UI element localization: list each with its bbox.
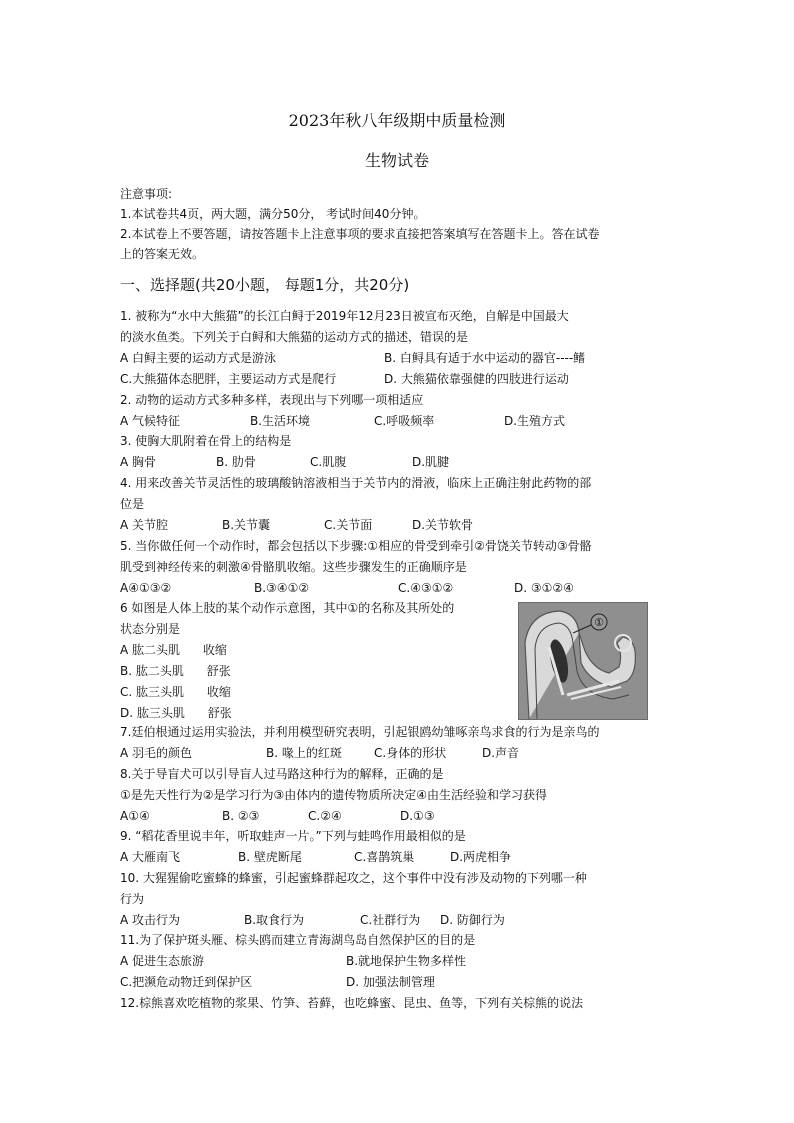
question-stem: 3. 使胸大肌附着在骨上的结构是 [120,434,292,448]
question-1 [120,306,680,390]
option-d: D. 加强法制管理 [346,975,435,989]
option-b: B. 肋骨 [216,455,256,469]
question-stem: ①是先天性行为②是学习行为③由体内的遗传物质所决定④由生活经验和学习获得 [120,788,548,802]
option-c: C. 肱三头肌 收缩 [120,685,231,699]
question-11 [120,930,680,993]
question-9 [120,826,680,868]
question-stem: 状态分别是 [120,622,181,636]
option-b: B.关节囊 [222,518,271,532]
option-b: B.就地保护生物多样性 [346,954,467,968]
question-4 [120,473,680,536]
option-c: C.身体的形状 [374,746,447,760]
exam-title: 2023年秋八年级期中质量检测 [288,111,506,130]
option-c: C.喜鹊筑巢 [354,850,415,864]
question-12 [120,993,680,1014]
question-7 [120,722,680,764]
exam-subtitle: 生物试卷 [364,151,429,170]
option-b: B. 白鲟具有适于水中运动的器官----鳍 [384,351,586,365]
question-stem: 2. 动物的运动方式多种多样，表现出与下列哪一项相适应 [120,393,424,407]
option-b: B. 壁虎断尾 [238,850,302,864]
option-a: A④①③② [120,581,172,595]
question-stem: 5. 当你做任何一个动作时，都会包括以下步骤:①相应的骨受到牵引②骨饶关节转动③骨骼 [120,539,592,553]
option-b: B. 肱二头肌 舒张 [120,664,231,678]
option-c: C.肌腹 [310,455,347,469]
question-stem: 6 如图是人体上肢的某个动作示意图，其中①的名称及其所处的 [120,601,455,615]
option-d: D. 防御行为 [440,913,505,927]
question-stem: 行为 [120,892,145,906]
option-c: C.把濒危动物迁到保护区 [120,975,253,989]
option-a: A 白鲟主要的运动方式是游泳 [120,351,277,365]
option-b: B.③④①② [254,581,310,595]
notes-item: 上的答案无效。 [120,247,205,261]
option-c: C.②④ [308,809,342,823]
option-a: A 关节腔 [120,518,169,532]
callout-label: ① [594,616,604,629]
question-10 [120,868,680,931]
question-stem: 位是 [120,497,145,511]
option-a: A 攻击行为 [120,913,181,927]
option-a: A 促进生态旅游 [120,954,205,968]
option-d: D.两虎相争 [450,850,512,864]
option-a: A 大雁南飞 [120,850,181,864]
option-a: A 羽毛的颜色 [120,746,193,760]
notes-item: 2.本试卷上不要答题，请按答题卡上注意事项的要求直接把答案填写在答题卡上。答在试卷 [120,227,600,241]
option-b: B. ②③ [222,809,260,823]
question-stem: 的淡水鱼类。下列关于白鲟和大熊猫的运动方式的描述，错误的是 [120,330,469,344]
option-d: D.声音 [482,746,520,760]
question-stem: 9. “稻花香里说丰年，听取蛙声一片。”下列与蛙鸣作用最相似的是 [120,829,466,843]
option-d: D. ③①②④ [514,581,574,595]
notes-item: 1.本试卷共4页，两大题，满分50分， 考试时间40分钟。 [120,207,426,221]
question-stem: 8.关于导盲犬可以引导盲人过马路这种行为的解释，正确的是 [120,767,444,781]
option-d: D. 肱三头肌 舒张 [120,706,232,720]
option-b: B.生活环境 [250,414,311,428]
question-2 [120,390,680,432]
question-8 [120,764,680,827]
option-b: B.取食行为 [244,913,305,927]
option-d: D.生殖方式 [504,414,566,428]
question-stem: 4. 用来改善关节灵活性的玻璃酸钠溶液相当于关节内的滑液，临床上正确注射此药物的部 [120,476,592,490]
question-stem: 12.棕熊喜欢吃植物的浆果、竹笋、苔藓，也吃蜂蜜、昆虫、鱼等，下列有关棕熊的说法 [120,996,584,1010]
section-heading: 一、选择题(共20小题， 每题1分，共20分) [120,276,410,294]
question-stem: 7.廷伯根通过运用实验法，并利用模型研究表明，引起银鸥幼雏啄亲鸟求食的行为是亲鸟的 [120,725,600,739]
option-d: D.关节软骨 [412,518,474,532]
option-a: A 气候特征 [120,414,181,428]
option-d: D. 大熊猫依靠强健的四肢进行运动 [384,372,569,386]
option-c: C.关节面 [324,518,373,532]
option-c: C.社群行为 [360,913,421,927]
option-b: B. 喙上的红斑 [266,746,342,760]
option-d: D.①③ [400,809,435,823]
option-c: C.④③①② [398,581,454,595]
question-3 [120,431,680,473]
option-c: C.大熊猫体态肥胖，主要运动方式是爬行 [120,372,337,386]
option-c: C.呼吸频率 [374,414,435,428]
option-d: D.肌腱 [412,455,450,469]
question-stem: 11.为了保护斑头雁、棕头鸥而建立青海湖鸟岛自然保护区的目的是 [120,933,476,947]
question-5 [120,536,680,599]
option-a: A 胸骨 [120,455,157,469]
question-6 [120,598,512,724]
option-a: A 肱二头肌 收缩 [120,643,227,657]
notes-heading: 注意事项: [120,187,173,201]
option-a: A①④ [120,809,150,823]
arm-figure [518,602,648,720]
question-stem: 10. 大猩猩偷吃蜜蜂的蜂蜜，引起蜜蜂群起攻之，这个事件中没有涉及动物的下列哪一种 [120,871,587,885]
arm-illustration [519,603,647,719]
notes-block [120,184,680,264]
question-stem: 肌受到神经传来的刺激④骨骼肌收缩。这些步骤发生的正确顺序是 [120,560,467,574]
question-stem: 1. 被称为“水中大熊猫”的长江白鲟于2019年12月23日被宣布灭绝，自解是中国最大 [120,309,569,323]
